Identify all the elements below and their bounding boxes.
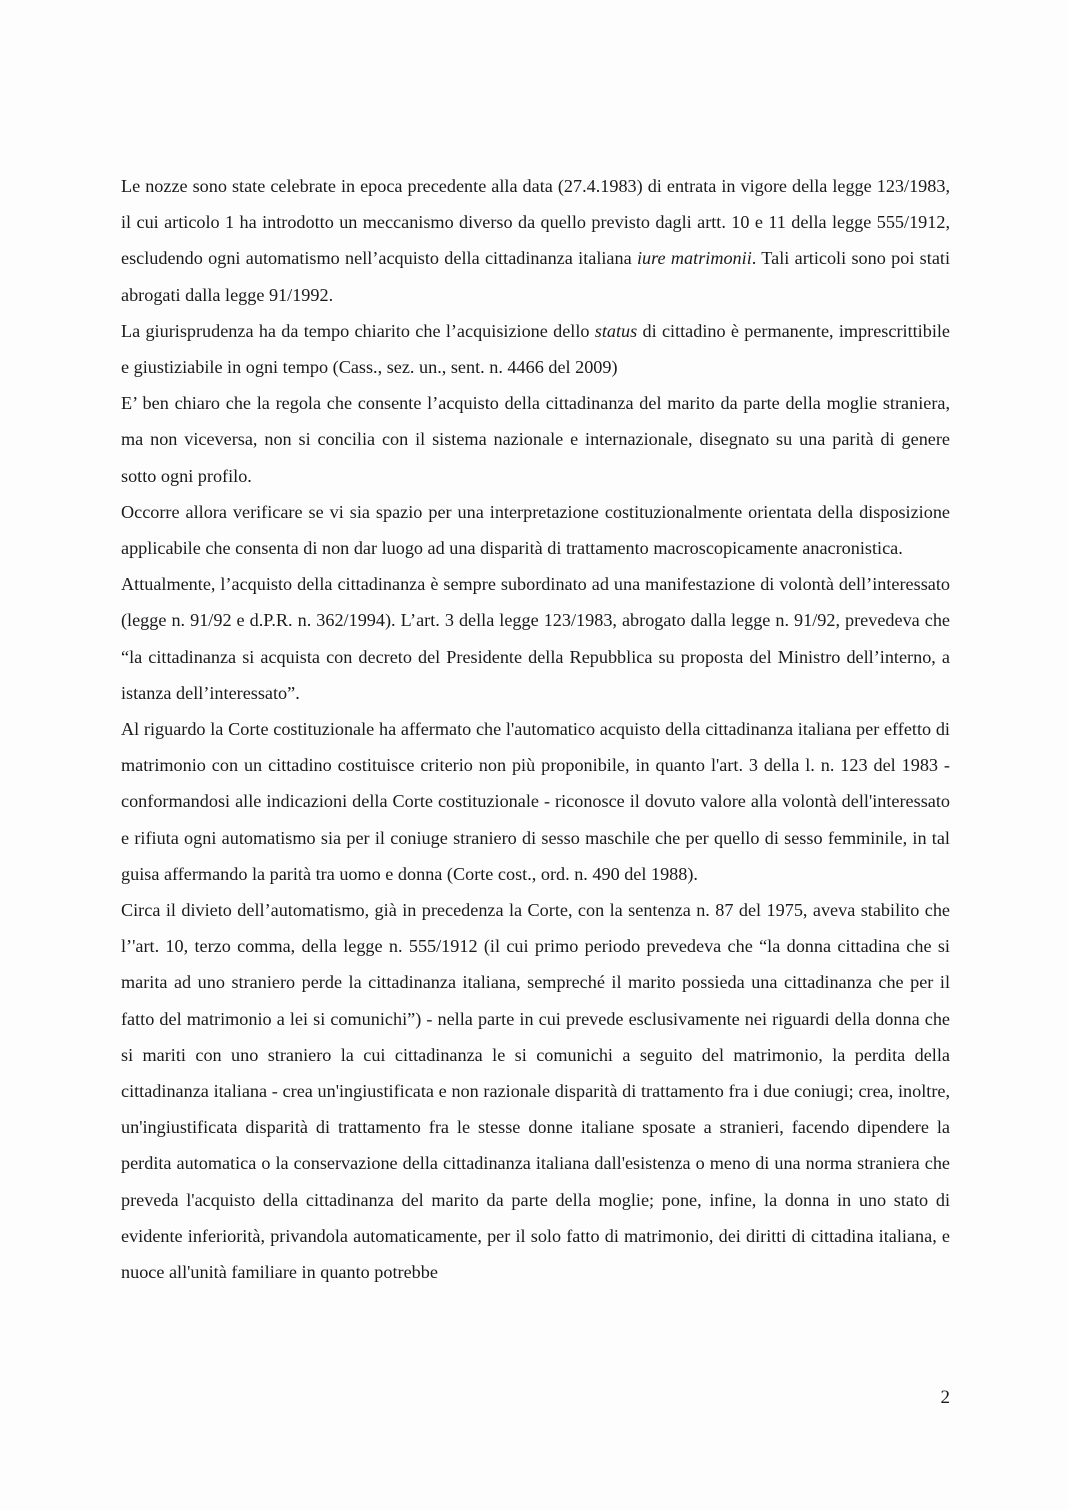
italic-term: status: [594, 320, 638, 341]
page-number: 2: [940, 1387, 950, 1408]
paragraph-text: Occorre allora verificare se vi sia spazio per una interpretazione costituzionalmente orientata della disposizione applicabile che consenta di non dar luogo ad una disparità di trattamento macroscopicamente anacronistica.: [121, 501, 950, 559]
paragraph-text: E’ ben chiaro che la regola che consente l’acquisto della cittadinanza del marito da parte della moglie straniera, ma non viceversa, non si concilia con il sistema nazionale e internazionale, disegnato su una parità di genere sotto ogni profilo.: [121, 393, 950, 486]
paragraph: [121, 711, 950, 892]
paragraph-text: . Tali articoli sono poi stati abrogati dalla legge 91/1992.: [121, 248, 950, 305]
paragraph-text: di cittadino è permanente, imprescrittibile e giustiziabile in ogni tempo (Cass., sez. un., sent. n. 4466 del 2009): [121, 320, 950, 378]
paragraph: [121, 168, 950, 313]
paragraph: [121, 566, 950, 711]
paragraph-text: Le nozze sono state celebrate in epoca precedente alla data (27.4.1983) di entrata in vigore della legge 123/1983, il cui articolo 1 ha introdotto un meccanismo diverso da quello previsto dagli artt. 10 e 11 della legge 555/1912, escludendo ogni automatismo nell’acquisto della cittadinanza italiana: [121, 176, 950, 269]
paragraph: [121, 892, 950, 1290]
paragraph: [121, 494, 950, 566]
paragraph: [121, 313, 950, 385]
italic-term: iure matrimonii: [636, 248, 752, 269]
paragraph-text: Al riguardo la Corte costituzionale ha affermato che l'automatico acquisto della cittadinanza italiana per effetto di matrimonio con un cittadino costituisce criterio non più proponibile, in quanto l'art. 3 della l. n. 123 del 1983 - conformandosi alle indicazioni della Corte costituzionale - riconosce il dovuto valore alla volontà dell'interessato e rifiuta ogni automatismo sia per il coniuge straniero di sesso maschile che per quello di sesso femminile, in tal guisa affermando la parità tra uomo e donna (Corte cost., ord. n. 490 del 1988).: [121, 719, 950, 884]
document-body: [121, 168, 950, 1290]
paragraph-text: Attualmente, l’acquisto della cittadinanza è sempre subordinato ad una manifestazione di volontà dell’interessato (legge n. 91/92 e d.P.R. n. 362/1994). L’art. 3 della legge 123/1983, abrogato dalla legge n. 91/92, prevedeva che “la cittadinanza si acquista con decreto del Presidente della Repubblica su proposta del Ministro dell’interno, a istanza dell’interessato”.: [121, 574, 950, 703]
paragraph-text: Circa il divieto dell’automatismo, già in precedenza la Corte, con la sentenza n. 87 del 1975, aveva stabilito che l’'art. 10, terzo comma, della legge n. 555/1912 (il cui primo periodo prevedeva che “la donna cittadina che si marita ad uno straniero perde la cittadinanza italiana, sempreché il marito possieda una cittadinanza che per il fatto del matrimonio a lei si comunichi”) - nella parte in cui prevede esclusivamente nei riguardi della donna che si mariti con uno straniero la cui cittadinanza le si comunichi a seguito del matrimonio, la perdita della cittadinanza italiana - crea un'ingiustificata e non razionale disparità di trattamento fra i due coniugi; crea, inoltre, un'ingiustificata disparità di trattamento fra le stesse donne italiane sposate a stranieri, facendo dipendere la perdita automatica o la conservazione della cittadinanza italiana dall'esistenza o meno di una norma straniera che preveda l'acquisto della cittadinanza del marito da parte della moglie; pone, infine, la donna in uno stato di evidente inferiorità, privandola automaticamente, per il solo fatto di matrimonio, dei diritti di cittadina italiana, e nuoce all'unità familiare in quanto potrebbe: [121, 900, 950, 1283]
paragraph: [121, 385, 950, 494]
paragraph-text: La giurisprudenza ha da tempo chiarito che l’acquisizione dello: [121, 320, 595, 341]
